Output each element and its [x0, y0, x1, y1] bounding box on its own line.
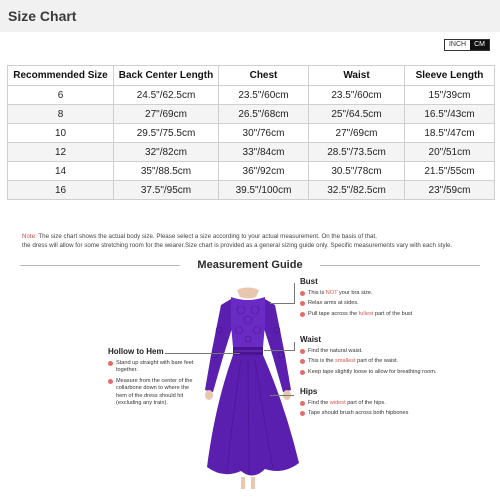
table-cell: 8 — [8, 105, 114, 124]
page-title: Size Chart — [8, 8, 77, 24]
item-text: Find the — [308, 399, 330, 406]
bullet-icon — [300, 401, 305, 406]
table-cell: 39.5"/100cm — [219, 181, 309, 200]
table-cell: 36"/92cm — [219, 162, 309, 181]
bust-callout — [300, 278, 490, 321]
table-cell: 6 — [8, 86, 114, 105]
item-text: your bra size. — [337, 289, 373, 296]
item-text: part of the bust — [373, 310, 413, 317]
item-highlight: smallest — [335, 358, 356, 364]
table-cell: 26.5"/68cm — [219, 105, 309, 124]
waist-leader-line — [294, 342, 295, 351]
bullet-icon — [300, 349, 305, 354]
table-cell: 37.5"/95cm — [114, 181, 219, 200]
hips-heading: Hips — [300, 387, 318, 396]
waist-callout — [300, 336, 495, 379]
table-cell: 30.5"/78cm — [309, 162, 405, 181]
table-cell: 21.5"/55cm — [405, 162, 495, 181]
bullet-icon — [108, 361, 113, 366]
item-text: This is the — [308, 358, 336, 364]
hips-callout — [300, 388, 490, 421]
item-text: Pull tape across the — [308, 310, 359, 317]
table-cell: 18.5"/47cm — [405, 124, 495, 143]
table-cell: 15"/39cm — [405, 86, 495, 105]
list-item — [300, 358, 495, 366]
table-row — [8, 143, 495, 162]
bullet-icon — [108, 379, 113, 384]
column-header: Recommended Size — [8, 66, 114, 86]
list-item — [300, 369, 495, 377]
table-cell: 29.5"/75.5cm — [114, 124, 219, 143]
item-text: part of the waist. — [355, 358, 399, 364]
dress-illustration — [193, 285, 303, 495]
list-item — [300, 290, 490, 298]
table-cell: 20"/51cm — [405, 143, 495, 162]
table-row — [8, 124, 495, 143]
table-cell: 12 — [8, 143, 114, 162]
note-label: Note: — [22, 233, 37, 240]
list-item — [300, 400, 490, 408]
table-cell: 23"/59cm — [405, 181, 495, 200]
item-text: This is — [308, 289, 326, 296]
table-cell: 16.5"/43cm — [405, 105, 495, 124]
unit-cm-button[interactable]: CM — [470, 40, 489, 50]
table-cell: 32.5"/82.5cm — [309, 181, 405, 200]
hips-leader-line — [270, 395, 294, 396]
item-text: Tape should brush across both hipbones — [308, 410, 409, 416]
table-cell: 27"/69cm — [114, 105, 219, 124]
item-text: part of the hips. — [345, 399, 386, 406]
hollow-to-hem-callout — [108, 348, 198, 411]
bullet-icon — [300, 359, 305, 364]
bust-leader-line — [270, 303, 294, 304]
divider — [320, 265, 480, 266]
column-header: Sleeve Length — [405, 66, 495, 86]
table-cell: 25"/64.5cm — [309, 105, 405, 124]
table-cell: 33"/84cm — [219, 143, 309, 162]
item-text: Stand up straight with bare feet together. — [116, 359, 194, 373]
column-header: Chest — [219, 66, 309, 86]
item-text: Measure from the center of the collarbone down to where the hem of the dress should hit (excluding any train). — [116, 377, 193, 406]
column-header: Waist — [309, 66, 405, 86]
table-cell: 10 — [8, 124, 114, 143]
item-highlight: fullest — [358, 310, 374, 317]
size-note — [22, 232, 492, 250]
list-item — [300, 300, 490, 308]
unit-toggle — [444, 39, 490, 51]
table-row — [8, 162, 495, 181]
note-line-2: the dress will allow for some stretching room for the wearer.Size chart is provided as a general sizing guide only. Specific measurements vary with each style. — [22, 242, 453, 249]
note-line-1: The size chart shows the actual body size. Please select a size according to your actual measurement. On the basis of that, — [36, 233, 377, 240]
item-text: Relax arms at sides. — [308, 300, 359, 306]
table-cell: 28.5"/73.5cm — [309, 143, 405, 162]
list-item — [108, 360, 198, 375]
item-text: Keep tape slightly loose to allow for breathing room. — [308, 368, 437, 375]
table-cell: 32"/82cm — [114, 143, 219, 162]
table-row — [8, 86, 495, 105]
item-text: Find the natural waist. — [308, 347, 363, 354]
size-table — [7, 65, 495, 200]
column-header: Back Center Length — [114, 66, 219, 86]
measurement-guide-title: Measurement Guide — [197, 259, 303, 271]
table-cell: 24.5"/62.5cm — [114, 86, 219, 105]
bullet-icon — [300, 301, 305, 306]
waist-leader-line — [264, 350, 294, 351]
table-header-row — [8, 66, 495, 86]
list-item — [300, 410, 490, 418]
bullet-icon — [300, 370, 305, 375]
table-cell: 23.5"/60cm — [309, 86, 405, 105]
bullet-icon — [300, 291, 305, 296]
waist-heading: Waist — [300, 335, 322, 344]
list-item — [108, 378, 198, 408]
item-highlight: widest — [329, 399, 346, 406]
list-item — [300, 348, 495, 356]
bust-heading: Bust — [300, 277, 318, 286]
table-row — [8, 181, 495, 200]
hollow-to-hem-heading: Hollow to Hem — [108, 347, 164, 356]
table-row — [8, 105, 495, 124]
table-cell: 27"/69cm — [309, 124, 405, 143]
bullet-icon — [300, 312, 305, 317]
header-bar — [0, 0, 500, 32]
unit-inch-button[interactable]: INCH — [445, 40, 470, 50]
bullet-icon — [300, 411, 305, 416]
table-cell: 35"/88.5cm — [114, 162, 219, 181]
bust-leader-line — [294, 283, 295, 304]
table-cell: 14 — [8, 162, 114, 181]
table-cell: 30"/76cm — [219, 124, 309, 143]
table-cell: 16 — [8, 181, 114, 200]
list-item — [300, 311, 490, 319]
table-cell: 23.5"/60cm — [219, 86, 309, 105]
item-highlight: NOT — [325, 289, 338, 296]
